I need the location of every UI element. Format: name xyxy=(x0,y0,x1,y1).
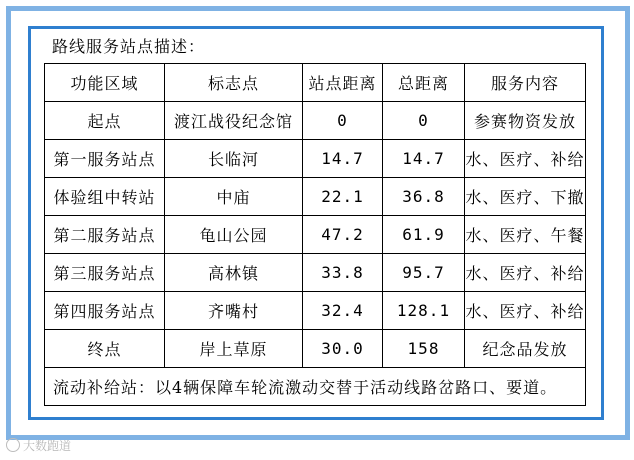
cell-landmark: 渡江战役纪念馆 xyxy=(165,102,303,140)
cell-area: 第二服务站点 xyxy=(45,216,165,254)
table-row xyxy=(45,140,586,178)
cell-station-distance: 14.7 xyxy=(303,140,383,178)
cell-service: 参赛物资发放 xyxy=(465,102,586,140)
cell-service: 水、医疗、补给 xyxy=(465,292,586,330)
note-row xyxy=(45,368,586,406)
table-row xyxy=(45,330,586,368)
cell-service: 水、医疗、补给 xyxy=(465,140,586,178)
cell-total-distance: 0 xyxy=(383,102,465,140)
table-row xyxy=(45,292,586,330)
cell-total-distance: 128.1 xyxy=(383,292,465,330)
cell-station-distance: 33.8 xyxy=(303,254,383,292)
watermark-text: 大数跑道 xyxy=(23,439,72,453)
header-cell-total-distance: 总距离 xyxy=(383,64,465,102)
cell-area: 起点 xyxy=(45,102,165,140)
table-row xyxy=(45,216,586,254)
cell-total-distance: 36.8 xyxy=(383,178,465,216)
cell-station-distance: 22.1 xyxy=(303,178,383,216)
cell-landmark: 岸上草原 xyxy=(165,330,303,368)
cell-station-distance: 0 xyxy=(303,102,383,140)
cell-landmark: 龟山公园 xyxy=(165,216,303,254)
watermark xyxy=(6,437,71,454)
watermark-logo-icon xyxy=(6,438,20,452)
cell-landmark: 中庙 xyxy=(165,178,303,216)
cell-total-distance: 14.7 xyxy=(383,140,465,178)
header-cell-landmark: 标志点 xyxy=(165,64,303,102)
cell-station-distance: 30.0 xyxy=(303,330,383,368)
cell-area: 第一服务站点 xyxy=(45,140,165,178)
header-cell-station-distance: 站点距离 xyxy=(303,64,383,102)
header-row xyxy=(45,64,586,102)
table-row xyxy=(45,102,586,140)
route-table xyxy=(44,63,586,406)
cell-area: 终点 xyxy=(45,330,165,368)
cell-total-distance: 95.7 xyxy=(383,254,465,292)
cell-area: 第四服务站点 xyxy=(45,292,165,330)
section-title: 路线服务站点描述： xyxy=(52,37,206,56)
cell-service: 纪念品发放 xyxy=(465,330,586,368)
cell-landmark: 高林镇 xyxy=(165,254,303,292)
cell-area: 第三服务站点 xyxy=(45,254,165,292)
cell-landmark: 齐嘴村 xyxy=(165,292,303,330)
cell-landmark: 长临河 xyxy=(165,140,303,178)
cell-station-distance: 47.2 xyxy=(303,216,383,254)
table-row xyxy=(45,254,586,292)
cell-total-distance: 158 xyxy=(383,330,465,368)
cell-station-distance: 32.4 xyxy=(303,292,383,330)
cell-service: 水、医疗、补给 xyxy=(465,254,586,292)
header-cell-service: 服务内容 xyxy=(465,64,586,102)
cell-area: 体验组中转站 xyxy=(45,178,165,216)
cell-total-distance: 61.9 xyxy=(383,216,465,254)
cell-service: 水、医疗、午餐 xyxy=(465,216,586,254)
header-cell-area: 功能区域 xyxy=(45,64,165,102)
table-row xyxy=(45,178,586,216)
mobile-supply-note: 流动补给站：以4辆保障车轮流激动交替于活动线路岔路口、要道。 xyxy=(45,368,586,406)
cell-service: 水、医疗、下撤 xyxy=(465,178,586,216)
